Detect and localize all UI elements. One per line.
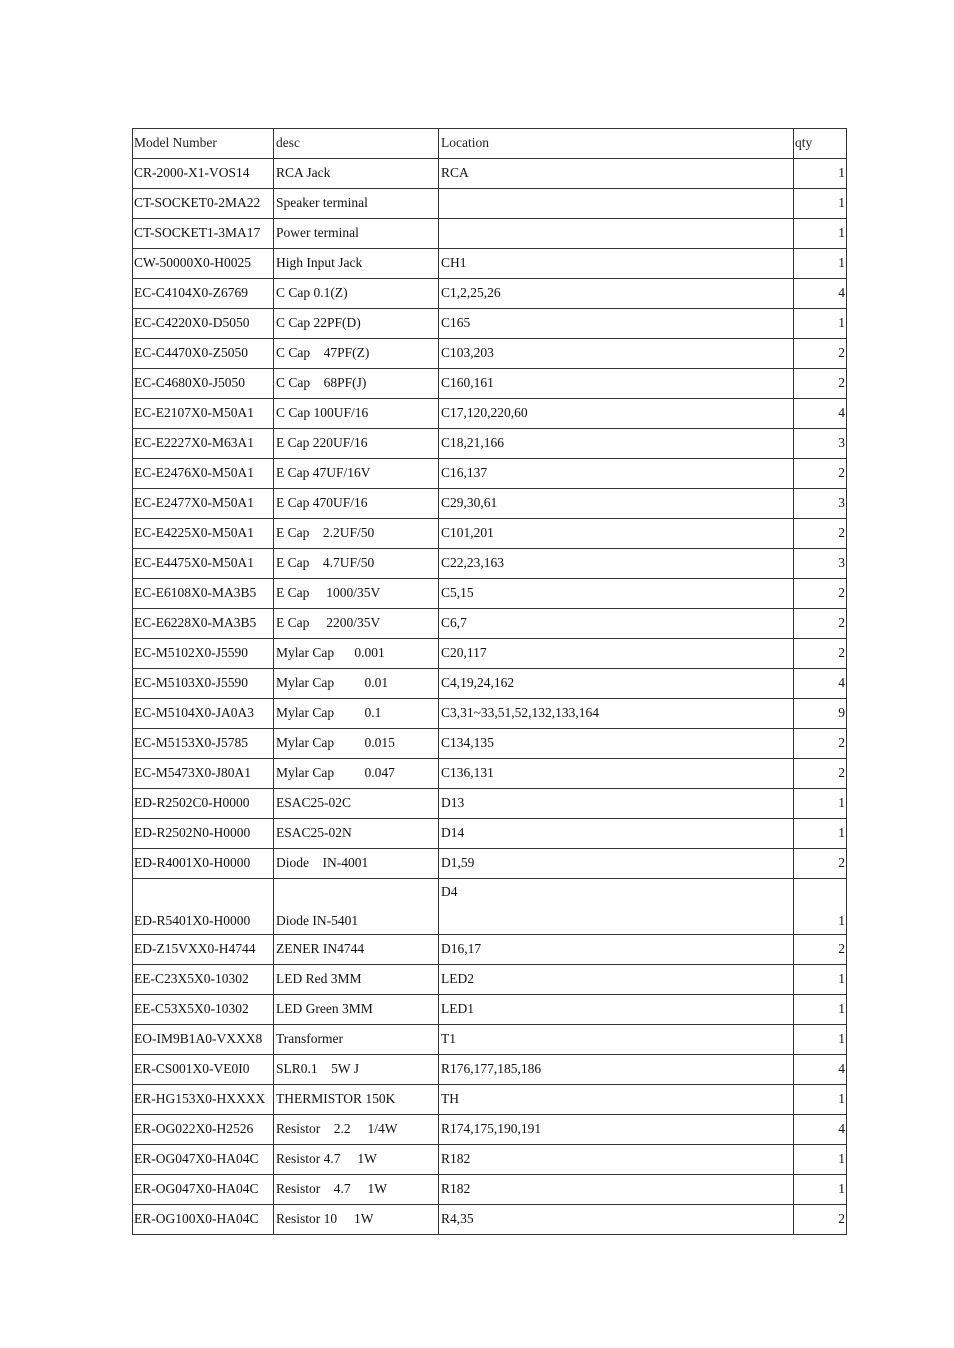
table-row <box>133 759 847 789</box>
cell-qty: 2 <box>794 935 847 965</box>
cell-location: C3,31~33,51,52,132,133,164 <box>439 699 794 729</box>
cell-desc: Transformer <box>274 1025 439 1055</box>
cell-location: D13 <box>439 789 794 819</box>
cell-qty: 2 <box>794 759 847 789</box>
cell-qty: 1 <box>794 819 847 849</box>
table-row <box>133 579 847 609</box>
cell-location: R4,35 <box>439 1205 794 1235</box>
cell-desc: Mylar Cap 0.1 <box>274 699 439 729</box>
cell-location: C29,30,61 <box>439 489 794 519</box>
cell-model-number: EC-E4475X0-M50A1 <box>133 549 274 579</box>
cell-qty: 4 <box>794 1115 847 1145</box>
cell-location: C18,21,166 <box>439 429 794 459</box>
cell-model-number: ED-R2502N0-H0000 <box>133 819 274 849</box>
cell-location: C20,117 <box>439 639 794 669</box>
cell-qty: 4 <box>794 399 847 429</box>
cell-desc: Mylar Cap 0.047 <box>274 759 439 789</box>
cell-model-number: ED-R4001X0-H0000 <box>133 849 274 879</box>
cell-desc: ESAC25-02N <box>274 819 439 849</box>
cell-desc: C Cap 68PF(J) <box>274 369 439 399</box>
cell-location: C103,203 <box>439 339 794 369</box>
cell-location: C6,7 <box>439 609 794 639</box>
cell-model-number: EC-C4104X0-Z6769 <box>133 279 274 309</box>
table-row <box>133 1055 847 1085</box>
cell-desc: Mylar Cap 0.015 <box>274 729 439 759</box>
table-row <box>133 639 847 669</box>
cell-model-number: CT-SOCKET1-3MA17 <box>133 219 274 249</box>
cell-qty: 2 <box>794 579 847 609</box>
cell-model-number: EC-C4680X0-J5050 <box>133 369 274 399</box>
cell-desc: E Cap 4.7UF/50 <box>274 549 439 579</box>
cell-location: C136,131 <box>439 759 794 789</box>
table-row <box>133 489 847 519</box>
cell-desc: C Cap 47PF(Z) <box>274 339 439 369</box>
cell-qty: 2 <box>794 369 847 399</box>
cell-qty: 2 <box>794 609 847 639</box>
bom-table <box>132 128 847 1235</box>
cell-model-number: EC-E2476X0-M50A1 <box>133 459 274 489</box>
table-row <box>133 819 847 849</box>
table-row <box>133 429 847 459</box>
table-row <box>133 1115 847 1145</box>
table-header-row <box>133 129 847 159</box>
cell-location: C101,201 <box>439 519 794 549</box>
cell-model-number: ED-Z15VXX0-H4744 <box>133 935 274 965</box>
cell-location <box>439 219 794 249</box>
cell-model-number: CT-SOCKET0-2MA22 <box>133 189 274 219</box>
cell-model-number: ER-OG022X0-H2526 <box>133 1115 274 1145</box>
cell-desc: SLR0.1 5W J <box>274 1055 439 1085</box>
cell-desc: C Cap 0.1(Z) <box>274 279 439 309</box>
table-row <box>133 995 847 1025</box>
cell-qty: 3 <box>794 429 847 459</box>
cell-desc: Resistor 2.2 1/4W <box>274 1115 439 1145</box>
cell-location: C5,15 <box>439 579 794 609</box>
cell-location: RCA <box>439 159 794 189</box>
table-row <box>133 729 847 759</box>
cell-desc: THERMISTOR 150K <box>274 1085 439 1115</box>
cell-desc: Mylar Cap 0.01 <box>274 669 439 699</box>
cell-location: LED2 <box>439 965 794 995</box>
cell-location: C165 <box>439 309 794 339</box>
header-model-number: Model Number <box>133 129 274 159</box>
cell-qty: 1 <box>794 1145 847 1175</box>
cell-qty: 1 <box>794 965 847 995</box>
cell-qty: 2 <box>794 519 847 549</box>
cell-location: R174,175,190,191 <box>439 1115 794 1145</box>
table-row <box>133 965 847 995</box>
cell-qty: 1 <box>794 995 847 1025</box>
table-row <box>133 459 847 489</box>
cell-desc: Power terminal <box>274 219 439 249</box>
table-row <box>133 1025 847 1055</box>
cell-desc: Speaker terminal <box>274 189 439 219</box>
cell-desc: High Input Jack <box>274 249 439 279</box>
table-row <box>133 1145 847 1175</box>
header-location: Location <box>439 129 794 159</box>
table-row <box>133 189 847 219</box>
table-row <box>133 879 847 935</box>
cell-location: D1,59 <box>439 849 794 879</box>
cell-qty: 2 <box>794 639 847 669</box>
cell-desc: E Cap 2.2UF/50 <box>274 519 439 549</box>
cell-desc: Resistor 10 1W <box>274 1205 439 1235</box>
cell-location: D4 <box>439 879 794 935</box>
cell-desc: E Cap 1000/35V <box>274 579 439 609</box>
cell-location: R176,177,185,186 <box>439 1055 794 1085</box>
table-row <box>133 219 847 249</box>
cell-desc: E Cap 2200/35V <box>274 609 439 639</box>
cell-qty: 1 <box>794 159 847 189</box>
cell-qty: 3 <box>794 489 847 519</box>
table-row <box>133 789 847 819</box>
cell-qty: 1 <box>794 1175 847 1205</box>
cell-qty: 4 <box>794 669 847 699</box>
table-row <box>133 159 847 189</box>
cell-model-number: EE-C23X5X0-10302 <box>133 965 274 995</box>
cell-qty: 3 <box>794 549 847 579</box>
cell-model-number: EC-M5102X0-J5590 <box>133 639 274 669</box>
table-row <box>133 369 847 399</box>
cell-model-number: EC-E6228X0-MA3B5 <box>133 609 274 639</box>
cell-qty: 9 <box>794 699 847 729</box>
cell-desc: C Cap 100UF/16 <box>274 399 439 429</box>
cell-model-number: EC-M5104X0-JA0A3 <box>133 699 274 729</box>
cell-model-number: CR-2000-X1-VOS14 <box>133 159 274 189</box>
table-row <box>133 1175 847 1205</box>
table-row <box>133 1205 847 1235</box>
cell-qty: 1 <box>794 789 847 819</box>
cell-location: D14 <box>439 819 794 849</box>
cell-desc: LED Red 3MM <box>274 965 439 995</box>
cell-qty: 1 <box>794 219 847 249</box>
cell-desc: LED Green 3MM <box>274 995 439 1025</box>
table-row <box>133 699 847 729</box>
cell-model-number: EO-IM9B1A0-VXXX8 <box>133 1025 274 1055</box>
cell-model-number: CW-50000X0-H0025 <box>133 249 274 279</box>
table-row <box>133 1085 847 1115</box>
cell-model-number: ER-CS001X0-VE0I0 <box>133 1055 274 1085</box>
cell-model-number: EC-C4470X0-Z5050 <box>133 339 274 369</box>
cell-location: C1,2,25,26 <box>439 279 794 309</box>
cell-qty: 1 <box>794 309 847 339</box>
cell-desc: E Cap 47UF/16V <box>274 459 439 489</box>
cell-model-number: EC-E4225X0-M50A1 <box>133 519 274 549</box>
table-body <box>133 159 847 1235</box>
cell-qty: 1 <box>794 879 847 935</box>
cell-desc: E Cap 220UF/16 <box>274 429 439 459</box>
cell-location: C160,161 <box>439 369 794 399</box>
cell-desc: RCA Jack <box>274 159 439 189</box>
header-desc: desc <box>274 129 439 159</box>
cell-qty: 2 <box>794 459 847 489</box>
cell-location: C4,19,24,162 <box>439 669 794 699</box>
table-row <box>133 279 847 309</box>
cell-model-number: EC-M5103X0-J5590 <box>133 669 274 699</box>
cell-location: LED1 <box>439 995 794 1025</box>
cell-qty: 1 <box>794 249 847 279</box>
cell-desc: Mylar Cap 0.001 <box>274 639 439 669</box>
cell-model-number: ER-OG100X0-HA04C <box>133 1205 274 1235</box>
cell-location: D16,17 <box>439 935 794 965</box>
cell-qty: 1 <box>794 1085 847 1115</box>
cell-model-number: EC-E2477X0-M50A1 <box>133 489 274 519</box>
cell-model-number: EC-M5473X0-J80A1 <box>133 759 274 789</box>
cell-location: CH1 <box>439 249 794 279</box>
cell-location <box>439 189 794 219</box>
cell-qty: 1 <box>794 189 847 219</box>
table-row <box>133 849 847 879</box>
cell-qty: 1 <box>794 1025 847 1055</box>
cell-qty: 2 <box>794 339 847 369</box>
cell-model-number: EE-C53X5X0-10302 <box>133 995 274 1025</box>
cell-desc: E Cap 470UF/16 <box>274 489 439 519</box>
table-row <box>133 519 847 549</box>
cell-desc: Diode IN-5401 <box>274 879 439 935</box>
cell-model-number: ER-HG153X0-HXXXX <box>133 1085 274 1115</box>
cell-qty: 2 <box>794 849 847 879</box>
cell-model-number: ED-R2502C0-H0000 <box>133 789 274 819</box>
table-row <box>133 249 847 279</box>
table-row <box>133 609 847 639</box>
table-row <box>133 669 847 699</box>
cell-model-number: EC-M5153X0-J5785 <box>133 729 274 759</box>
cell-desc: C Cap 22PF(D) <box>274 309 439 339</box>
table-row <box>133 935 847 965</box>
cell-model-number: EC-C4220X0-D5050 <box>133 309 274 339</box>
cell-qty: 4 <box>794 279 847 309</box>
table-row <box>133 309 847 339</box>
table-row <box>133 399 847 429</box>
cell-location: R182 <box>439 1175 794 1205</box>
cell-model-number: EC-E2107X0-M50A1 <box>133 399 274 429</box>
cell-location: R182 <box>439 1145 794 1175</box>
cell-model-number: ER-OG047X0-HA04C <box>133 1175 274 1205</box>
cell-desc: Diode IN-4001 <box>274 849 439 879</box>
cell-qty: 2 <box>794 729 847 759</box>
cell-desc: Resistor 4.7 1W <box>274 1175 439 1205</box>
cell-location: C16,137 <box>439 459 794 489</box>
cell-location: TH <box>439 1085 794 1115</box>
cell-desc: ESAC25-02C <box>274 789 439 819</box>
cell-model-number: EC-E6108X0-MA3B5 <box>133 579 274 609</box>
cell-location: C134,135 <box>439 729 794 759</box>
cell-qty: 4 <box>794 1055 847 1085</box>
cell-qty: 2 <box>794 1205 847 1235</box>
header-qty: qty <box>794 129 847 159</box>
cell-model-number: EC-E2227X0-M63A1 <box>133 429 274 459</box>
cell-location: C17,120,220,60 <box>439 399 794 429</box>
cell-desc: ZENER IN4744 <box>274 935 439 965</box>
cell-desc: Resistor 4.7 1W <box>274 1145 439 1175</box>
cell-location: C22,23,163 <box>439 549 794 579</box>
cell-model-number: ED-R5401X0-H0000 <box>133 879 274 935</box>
table-row <box>133 339 847 369</box>
cell-model-number: ER-OG047X0-HA04C <box>133 1145 274 1175</box>
cell-location: T1 <box>439 1025 794 1055</box>
table-row <box>133 549 847 579</box>
